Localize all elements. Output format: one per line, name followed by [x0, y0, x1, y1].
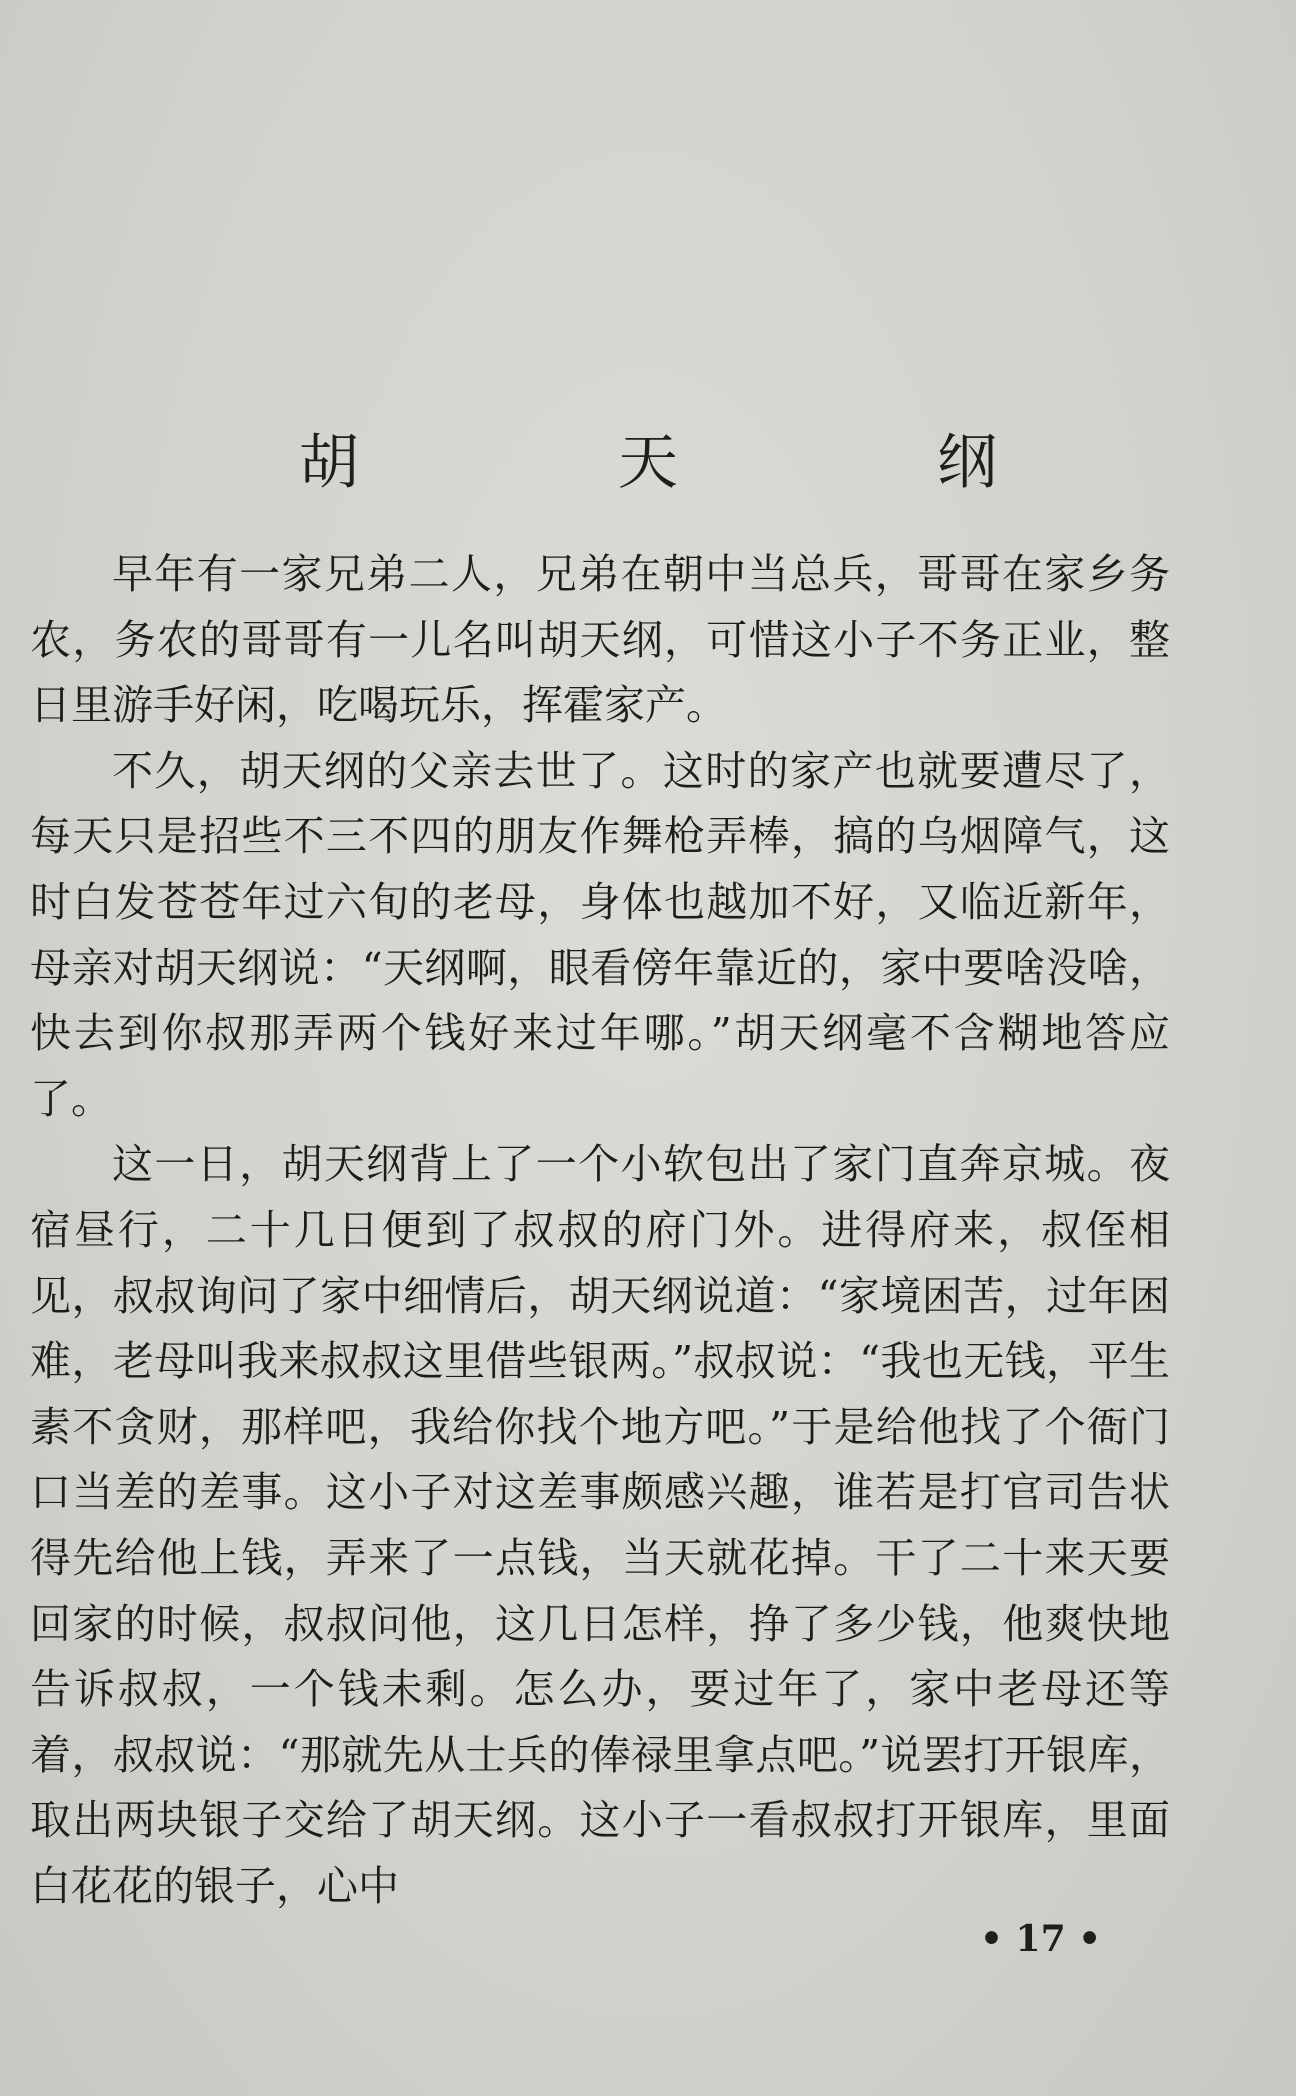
- story-title: 胡 天 纲: [298, 428, 1118, 498]
- paragraph-2: 不久，胡天纲的父亲去世了。这时的家产也就要遭尽了，每天只是招些不三不四的朋友作舞枪弄棒，搞的乌烟障气，这时白发苍苍年过六旬的老母，身体也越加不好，又临近新年，母亲对胡天纲说：“天纲啊，眼看傍年靠近的，家中要啥没啥，快去到你叔那弄两个钱好来过年哪。”胡天纲毫不含糊地答应了。: [30, 746, 1170, 1123]
- story-body: [30, 542, 1170, 1919]
- paragraph-3: 这一日，胡天纲背上了一个小软包出了家门直奔京城。夜宿昼行，二十几日便到了叔叔的府门外。进得府来，叔侄相见，叔叔询问了家中细情后，胡天纲说道：“家境困苦，过年困难，老母叫我来叔叔这里借些银两。”叔叔说：“我也无钱，平生素不贪财，那样吧，我给你找个地方吧。”于是给他找了个衙门口当差的差事。这小子对这差事颇感兴趣，谁若是打官司告状得先给他上钱，弄来了一点钱，当天就花掉。干了二十来天要回家的时候，叔叔问他，这几日怎样，挣了多少钱，他爽快地告诉叔叔，一个钱未剩。怎么办，要过年了，家中老母还等着，叔叔说：“那就先从士兵的俸禄里拿点吧。”说罢打开银库，取出两块银子交给了胡天纲。这小子一看叔叔打开银库，里面白花花的银子，心中: [30, 1140, 1170, 1910]
- paragraph-1: 早年有一家兄弟二人，兄弟在朝中当总兵，哥哥在家乡务农，务农的哥哥有一儿名叫胡天纲，可惜这小子不务正业，整日里游手好闲，吃喝玩乐，挥霍家产。: [30, 550, 1170, 730]
- page-number: • 17 •: [980, 1918, 1102, 1960]
